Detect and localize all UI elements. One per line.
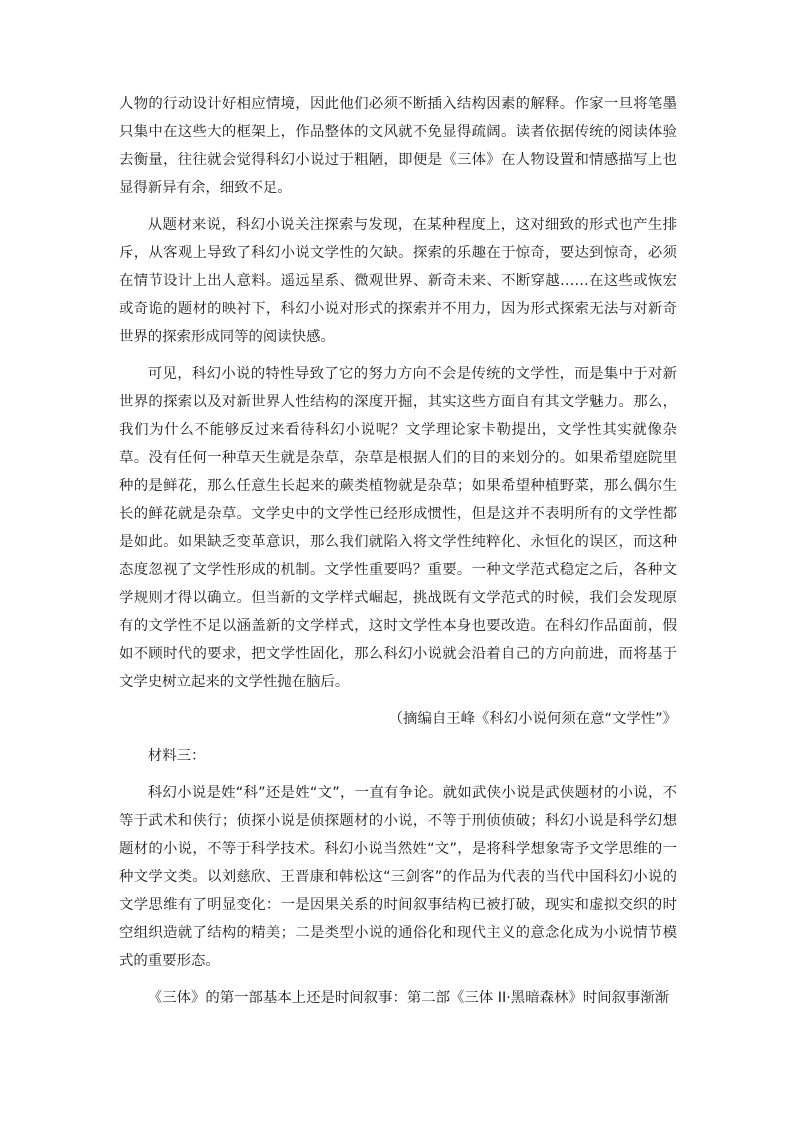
document-page (119, 90, 677, 1021)
paragraph-subject-matter: 从题材来说，科幻小说关注探索与发现，在某种程度上，这对细致的形式也产生排斥，从客观上导致了科幻小说文学性的欠缺。探索的乐趣在于惊奇，要达到惊奇，必须在情节设计上出人意料。遥远星系、微观世界、新奇未来、不断穿越……在这些或恢宏或奇诡的题材的映衬下，科幻小说对形式的探索并不用力，因为形式探索无法与对新奇世界的探索形成同等的阅读快感。 (119, 217, 677, 345)
source-citation: （摘编自王峰《科幻小说何须在意“文学性”》 (388, 711, 677, 727)
paragraph-continued: 人物的行动设计好相应情境，因此他们必须不断插入结构因素的解释。作家一旦将笔墨只集中在这些大的框架上，作品整体的文风就不免显得疏阔。读者依据传统的阅读体验去衡量，往往就会觉得科幻小说过于粗陋，即便是《三体》在人物设置和情感描写上也显得新异有余，细致不足。 (119, 96, 677, 196)
paragraph-literariness: 可见，科幻小说的特性导致了它的努力方向不会是传统的文学性，而是集中于对新世界的探索以及对新世界人性结构的深度开掘，其实这些方面自有其文学魅力。那么，我们为什么不能够反过来看待科幻小说呢？文学理论家卡勒提出，文学性其实就像杂草。没有任何一种草天生就是杂草，杂草是根据人们的目的来划分的。如果希望庭院里种的是鲜花，那么任意生长起来的蕨类植物就是杂草；如果希望种植野菜，那么偶尔生长的鲜花就是杂草。文学史中的文学性已经形成惯性，但是这并不表明所有的文学性都是如此。如果缺乏变革意识，那么我们就陷入将文学性纯粹化、永恒化的误区，而这种态度忽视了文学性形成的机制。文学性重要吗？重要。一种文学范式稳定之后，各种文学规则才得以确立。但当新的文学样式崛起，挑战既有文学范式的时候，我们会发现原有的文学性不足以涵盖新的文学样式，这时文学性本身也要改造。在科幻作品面前，假如不顾时代的要求，把文学性固化，那么科幻小说就会沿着自己的方向前进，而将基于文学史树立起来的文学性抛在脑后。 (119, 366, 677, 690)
paragraph-material-three: 科幻小说是姓“科”还是姓“文”，一直有争论。就如武侠小说是武侠题材的小说，不等于武术和侠行；侦探小说是侦探题材的小说，不等于刑侦侦破；科幻小说是科学幻想题材的小说，不等于科学技术。科幻小说当然姓“文”，是将科学想象寄予文学思维的一种文学文类。以刘慈欣、王晋康和韩松这“三剑客”的作品为代表的当代中国科幻小说的文学思维有了明显变化：一是因果关系的时间叙事结构已被打破，现实和虚拟交织的时空组织造就了结构的精美；二是类型小说的通俗化和现代主义的意念化成为小说情节模式的重要形态。 (119, 785, 677, 969)
paragraph-three-body: 《三体》的第一部基本上还是时间叙事：第二部《三体 II·黑暗森林》时间叙事渐渐 (147, 990, 670, 1006)
material-three-heading: 材料三： (147, 748, 206, 764)
